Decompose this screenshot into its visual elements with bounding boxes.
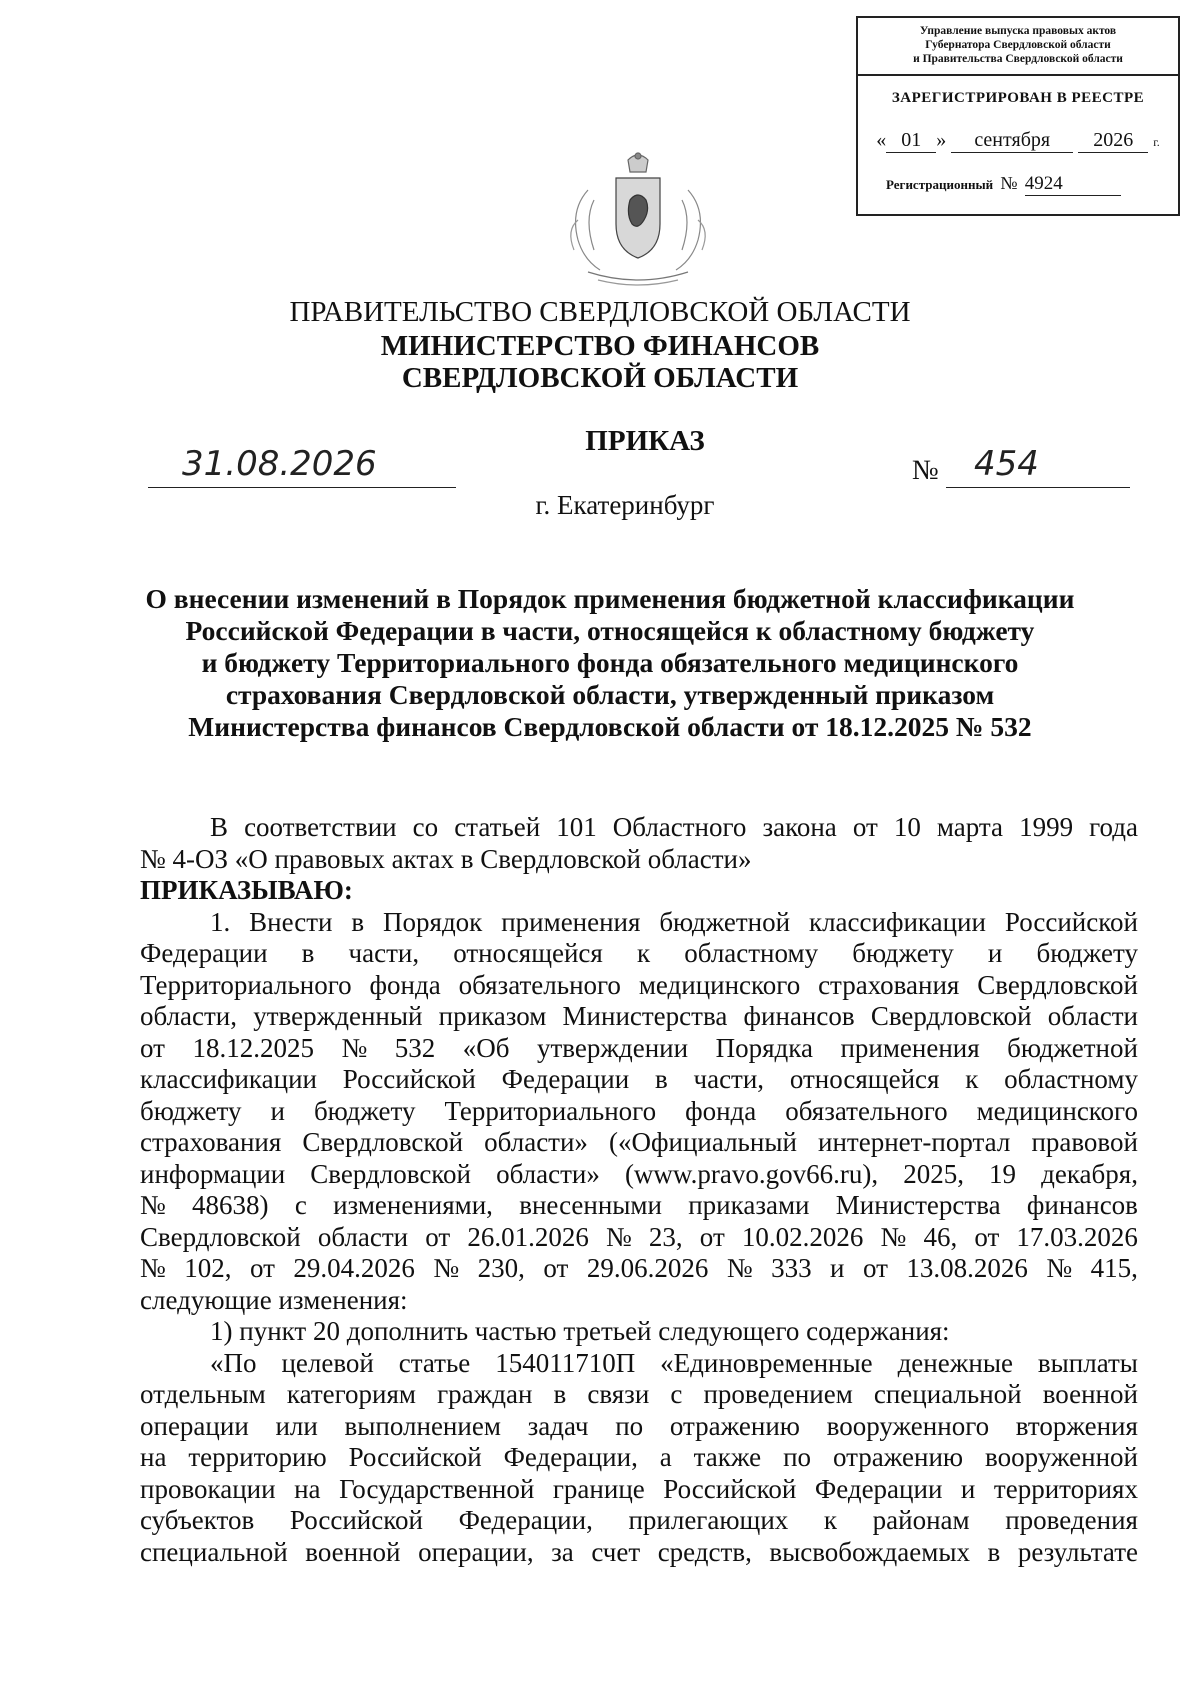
paragraph-line: следующие изменения:: [140, 1284, 408, 1315]
paragraph-line: информации Свердловской области» (www.pravo.gov66.ru), 2025, 19 декабря,: [140, 1158, 1138, 1189]
stamp-date: [858, 129, 1178, 153]
quote-line: «По целевой статье 154011710П «Единовременные денежные выплаты: [210, 1347, 1138, 1378]
stamp-date-day: 01: [886, 129, 936, 153]
document-title: [130, 583, 1090, 743]
government-name: ПРАВИТЕЛЬСТВО СВЕРДЛОВСКОЙ ОБЛАСТИ: [289, 296, 911, 328]
paragraph-line: № 48638) с изменениями, внесенными приказами Министерства финансов: [140, 1190, 1138, 1220]
paragraph-line: классификации Российской Федерации в части, относящейся к областному: [140, 1064, 1138, 1094]
paragraph-line: Свердловской области от 26.01.2026 № 23, от 10.02.2026 № 46, от 17.03.2026: [140, 1221, 1138, 1252]
stamp-head-line: и Правительства Свердловской области: [913, 53, 1123, 65]
stamp-date-open: «: [876, 129, 887, 151]
stamp-date-month: сентября: [951, 129, 1073, 153]
preamble-line: № 4-ОЗ «О правовых актах в Свердловской области»: [140, 843, 752, 874]
quote-line: операции или выполнением задач по отражению вооруженного вторжения: [140, 1410, 1138, 1441]
quote-line: специальной военной операции, за счет средств, высвобождаемых в результате: [140, 1536, 1138, 1567]
handwritten-number: 454: [946, 440, 1130, 488]
order-word: ПРИКАЗЫВАЮ:: [140, 875, 353, 905]
registration-stamp: [856, 16, 1180, 216]
stamp-reg-number: 4924: [1025, 173, 1121, 196]
stamp-date-year: 2026: [1078, 129, 1148, 153]
stamp-head-line: Губернатора Свердловской области: [925, 39, 1111, 51]
stamp-registration: [858, 173, 1178, 196]
title-line: Министерства финансов Свердловской области от 18.12.2025 № 532: [188, 711, 1032, 742]
paragraph-line: страхования Свердловской области» («Официальный интернет-портал правовой: [140, 1127, 1138, 1157]
stamp-date-mid: »: [936, 129, 947, 151]
title-line: Российской Федерации в части, относящейся к областному бюджету: [185, 615, 1035, 646]
stamp-registered-title: ЗАРЕГИСТРИРОВАН В РЕЕСТРЕ: [891, 90, 1145, 106]
city-name: г. Екатеринбург: [535, 490, 715, 520]
quote-line: на территорию Российской Федерации, а также по отражению вооруженной: [140, 1442, 1138, 1472]
stamp-date-suffix: г.: [1153, 135, 1160, 149]
document-type: ПРИКАЗ: [585, 425, 705, 457]
paragraph-line: от 18.12.2025 № 532 «Об утверждении Порядка применения бюджетной: [140, 1032, 1138, 1063]
paragraph-line: бюджету и бюджету Территориального фонда обязательного медицинского: [140, 1095, 1138, 1126]
document-body: [140, 812, 1138, 1568]
ministry-name-line1: МИНИСТЕРСТВО ФИНАНСОВ: [380, 330, 820, 362]
paragraph-line: № 102, от 29.04.2026 № 230, от 29.06.2026 № 333 и от 13.08.2026 № 415,: [140, 1253, 1138, 1283]
stamp-head-line: Управление выпуска правовых актов: [919, 25, 1117, 37]
title-line: страхования Свердловской области, утвержденный приказом: [225, 679, 995, 710]
paragraph-line: Территориального фонда обязательного медицинского страхования Свердловской: [140, 969, 1138, 1000]
paragraph-line: Федерации в части, относящейся к областному бюджету и бюджету: [140, 938, 1138, 968]
title-line: О внесении изменений в Порядок применения бюджетной классификации: [145, 583, 1075, 614]
paragraph-line: области, утвержденный приказом Министерства финансов Свердловской области: [140, 1001, 1138, 1031]
stamp-reg-no-sign: №: [1000, 173, 1018, 193]
quote-line: отдельным категориям граждан в связи с проведением специальной военной: [140, 1379, 1138, 1409]
quote-line: субъектов Российской Федерации, прилегающих к районам проведения: [140, 1505, 1138, 1535]
title-line: и бюджету Территориального фонда обязательного медицинского: [201, 647, 1019, 678]
stamp-header: [858, 18, 1178, 76]
stamp-reg-label: Регистрационный: [886, 177, 994, 192]
number-label: №: [912, 455, 939, 486]
quote-line: провокации на Государственной границе Российской Федерации и территориях: [140, 1473, 1138, 1504]
preamble-line: В соответствии со статьей 101 Областного закона от 10 марта 1999 года: [210, 812, 1138, 842]
paragraph-line: 1. Внести в Порядок применения бюджетной классификации Российской: [210, 906, 1138, 937]
ministry-name-line2: СВЕРДЛОВСКОЙ ОБЛАСТИ: [401, 362, 799, 394]
subitem-line: 1) пункт 20 дополнить частью третьей следующего содержания:: [210, 1316, 950, 1346]
handwritten-date: 31.08.2026: [148, 440, 456, 488]
coat-of-arms-emblem: [548, 150, 728, 290]
